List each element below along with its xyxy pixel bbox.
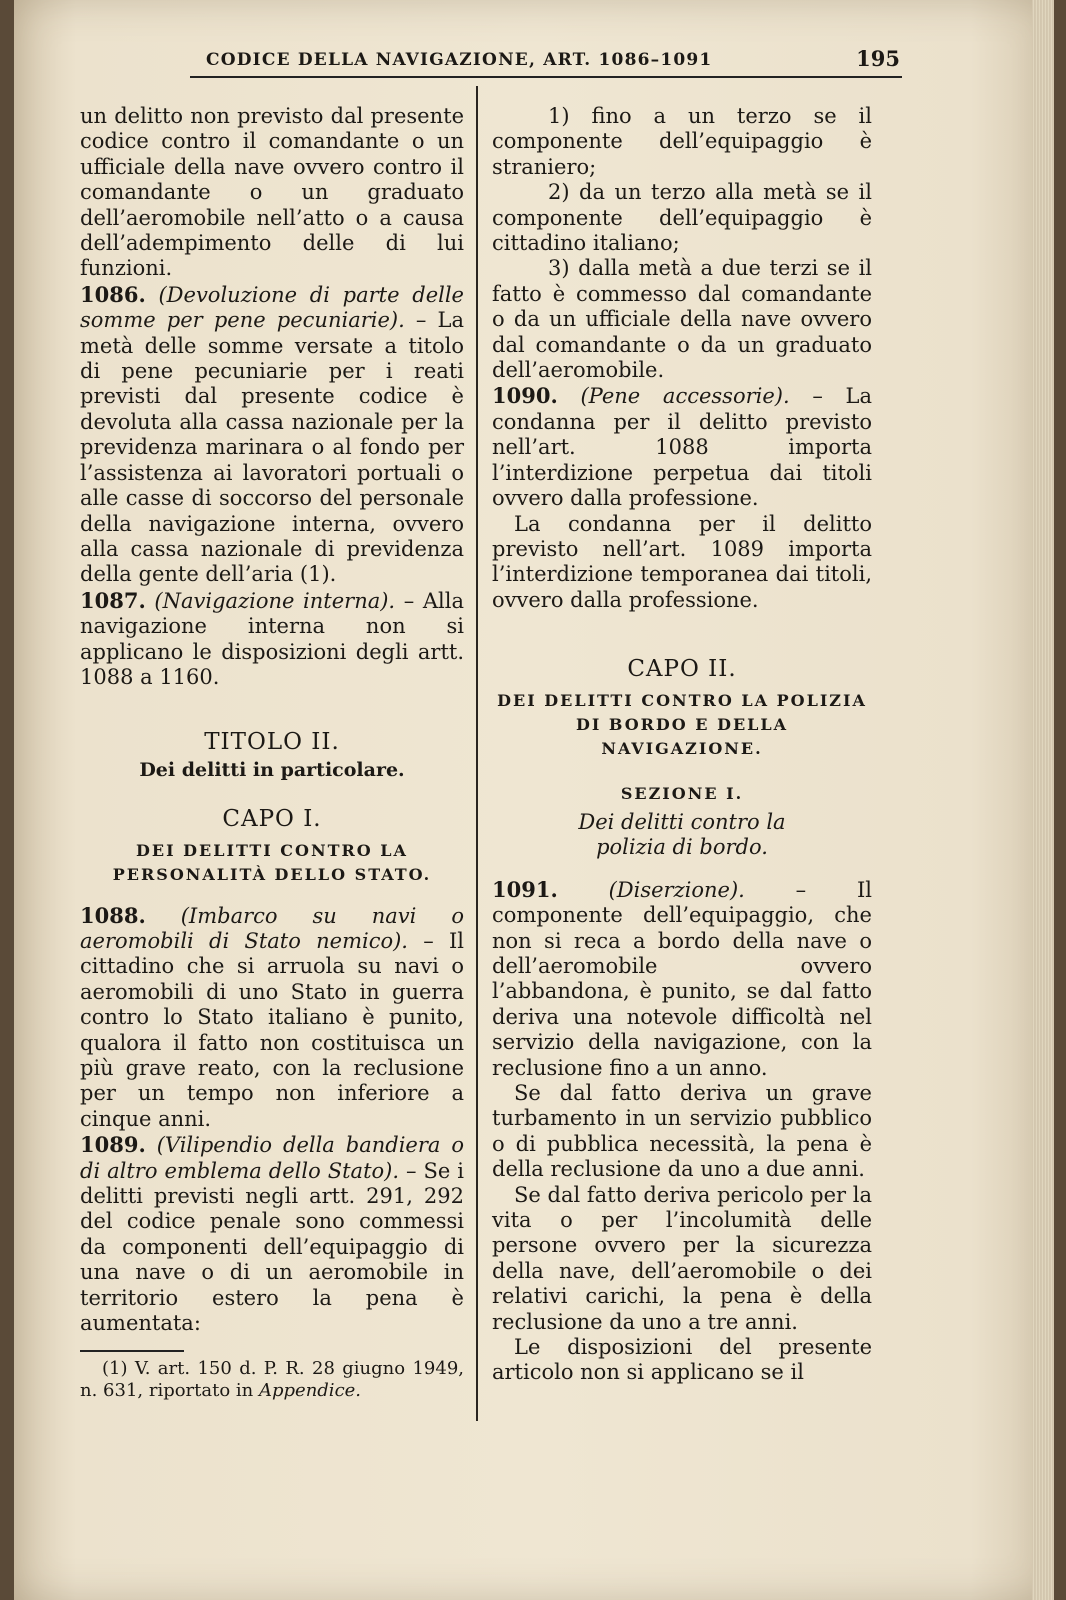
capo-subheading: DEI DELITTI CONTRO LA PERSONALITÀ DELLO STATO. bbox=[112, 840, 432, 884]
article-number: 1089. bbox=[80, 1132, 146, 1158]
book-page bbox=[14, 0, 1054, 1600]
page-edge bbox=[1032, 0, 1054, 1600]
article-1088 bbox=[80, 903, 464, 1133]
running-title: CODICE DELLA NAVIGAZIONE, ART. 1086–1091 bbox=[206, 50, 713, 70]
capo-heading: CAPO I. bbox=[222, 806, 322, 833]
article-1089 bbox=[80, 1132, 464, 1336]
article-paragraph: Le disposizioni del presente articolo non si applicano se il bbox=[492, 1335, 872, 1385]
sezione-heading: SEZIONE I. bbox=[620, 783, 744, 803]
column-divider bbox=[476, 86, 478, 1421]
article-text: – Se i delitti previsti negli artt. 291, 292 del codice penale sono commessi da componenti dell’equipaggio di una nave o di un aeromobile in territorio estero la pena è aumentata: bbox=[80, 1158, 464, 1336]
article-text: – Alla navigazione interna non si applicano le disposizioni degli artt. 1088 a 1160. bbox=[80, 588, 464, 689]
article-title: (Navigazione interna). bbox=[154, 588, 396, 613]
list-item: 3) dalla metà a due terzi se il fatto è commesso dal comandante o da un ufficiale della nave ovvero dal comandante o da un graduato dell’aeromobile. bbox=[492, 256, 872, 383]
capo-heading: CAPO II. bbox=[627, 656, 737, 683]
list-item: 2) da un terzo alla metà se il componente dell’equipaggio è cittadino italiano; bbox=[492, 180, 872, 256]
article-number: 1087. bbox=[80, 587, 146, 613]
left-column bbox=[80, 104, 464, 1402]
titolo-heading: TITOLO II. bbox=[204, 729, 340, 756]
article-title: (Diserzione). bbox=[608, 877, 745, 902]
article-title: (Devoluzione di parte delle somme per pene pecuniarie). bbox=[80, 282, 464, 333]
footnote-rule bbox=[80, 1350, 184, 1352]
footnote-italic: Appendice. bbox=[259, 1380, 362, 1402]
titolo-subheading: Dei delitti in particolare. bbox=[139, 758, 405, 781]
article-1091 bbox=[492, 877, 872, 1081]
article-number: 1088. bbox=[80, 902, 146, 928]
sezione-title: Dei delitti contro la polizia di bordo. bbox=[578, 809, 786, 860]
capo-subheading: DEI DELITTI CONTRO LA POLIZIA DI BORDO E DELLA NAVIGAZIONE. bbox=[497, 690, 867, 758]
article-paragraph: Se dal fatto deriva pericolo per la vita o per l’incolumità delle persone ovvero per la sicurezza della nave, dell’aeromobile o dei relativi carichi, la pena è della reclusione da uno a tre anni. bbox=[492, 1182, 872, 1334]
right-column bbox=[492, 104, 872, 1386]
continued-text: un delitto non previsto dal presente codice contro il comandante o un ufficiale della nave ovvero contro il comandante o un graduato dell’aeromobile nell’atto o a causa dell’adempimento delle di lui funzioni. bbox=[80, 104, 464, 281]
article-number: 1091. bbox=[492, 876, 558, 902]
article-title: (Vilipendio della bandiera o di altro emblema dello Stato). bbox=[80, 1133, 464, 1183]
article-text: – La condanna per il delitto previsto nell’art. 1088 importa l’interdizione perpetua dai titoli ovvero dalla professione. bbox=[492, 384, 872, 511]
article-number: 1090. bbox=[492, 383, 558, 409]
article-text: – Il cittadino che si arruola su navi o aeromobili di uno Stato in guerra contro lo Stato italiano è punito, qualora il fatto non costituisca un più grave reato, con la reclusione per un tempo non inferiore a cinque anni. bbox=[80, 928, 464, 1131]
page-header bbox=[190, 46, 902, 78]
article-paragraph: La condanna per il delitto previsto nell’art. 1089 importa l’interdizione temporanea dai titoli, ovvero dalla professione. bbox=[492, 511, 872, 612]
article-title: (Imbarco su navi o aeromobili di Stato nemico). bbox=[80, 903, 464, 953]
article-number: 1086. bbox=[80, 281, 146, 307]
article-title: (Pene accessorie). bbox=[580, 384, 790, 409]
article-text: – La metà delle somme versate a titolo di pene pecuniarie per i reati previsti dal presente codice è devoluta alla cassa nazionale per la previdenza marinara o al fondo per l’assistenza ai lavoratori portuali o alle casse di soccorso del personale della navigazione interna, ovvero alla cassa nazionale di previdenza della gente dell’aria (1). bbox=[80, 308, 464, 587]
page-number: 195 bbox=[856, 46, 900, 71]
article-text: – Il componente dell’equipaggio, che non si reca a bordo della nave o dell’aeromobile ovvero l’abbandona, è punito, se dal fatto deriva una notevole difficoltà nel servizio della navigazione, con la reclusione fino a un anno. bbox=[492, 877, 872, 1080]
article-1090 bbox=[492, 383, 872, 511]
footnote bbox=[80, 1358, 464, 1402]
list-item: 1) fino a un terzo se il componente dell’equipaggio è straniero; bbox=[492, 104, 872, 179]
article-1087 bbox=[80, 588, 464, 691]
article-1086 bbox=[80, 282, 464, 588]
footnote-text: (1) V. art. 150 d. P. R. 28 giugno 1949, n. 631, riportato in bbox=[80, 1358, 464, 1402]
article-paragraph: Se dal fatto deriva un grave turbamento in un servizio pubblico o di pubblica necessità, la pena è della reclusione da uno a due anni. bbox=[492, 1081, 872, 1182]
